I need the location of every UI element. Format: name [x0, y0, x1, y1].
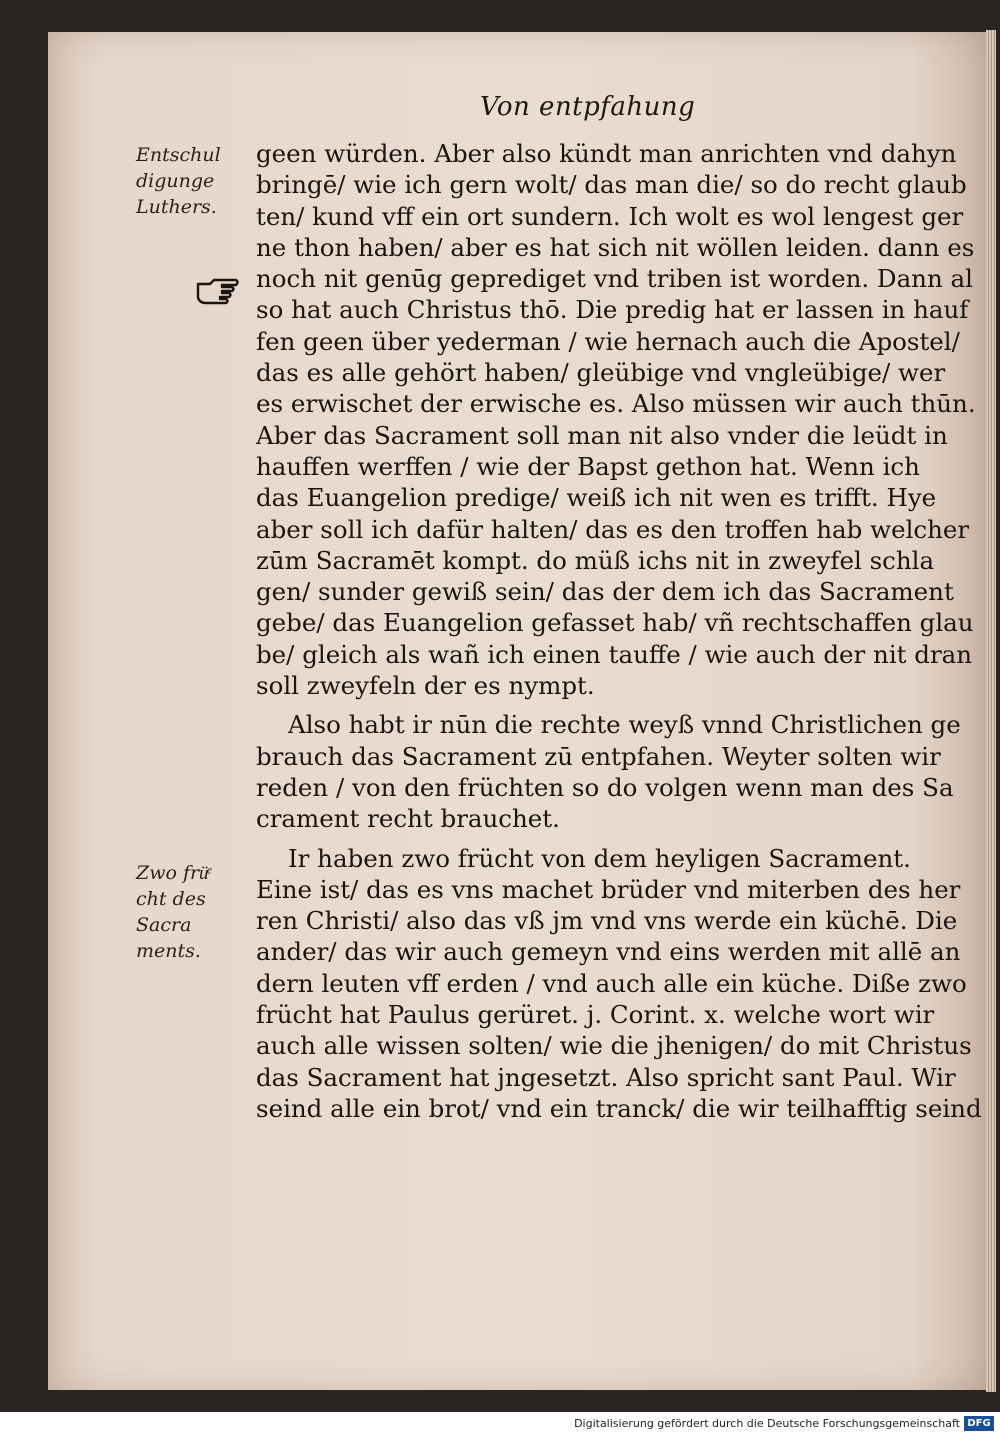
text-line: frücht hat Paulus gerüret. j. Corint. x. welche wort wir — [256, 1000, 935, 1030]
paragraph — [256, 843, 982, 1125]
text-line: aber soll ich dafür halten/ das es den troffen hab welcher — [256, 514, 970, 544]
text-line: fen geen über yederman / wie hernach auch die Apostel/ — [256, 326, 960, 356]
text-line: das Sacrament hat jngesetzt. Also spricht sant Paul. Wir — [256, 1062, 956, 1092]
text-line: ten/ kund vff ein ort sundern. Ich wolt es wol lengest ger — [256, 201, 964, 231]
text-line: Ir haben zwo frücht von dem heyligen Sacrament. — [288, 843, 911, 873]
margin-note-line: cht des — [136, 888, 206, 910]
text-line: dern leuten vff erden / vnd auch alle ein küche. Diße zwo — [256, 968, 967, 998]
margin-note-line: ments. — [136, 940, 201, 962]
margin-note-line: Zwo früͤ — [136, 862, 209, 884]
footer-bar — [0, 1412, 1000, 1436]
text-line: so hat auch Christus thō. Die predig hat er lassen in hauf — [256, 295, 969, 325]
margin-note-two-fruits — [136, 860, 248, 964]
text-line: brauch das Sacrament zū entpfahen. Weyter solten wir — [256, 741, 941, 771]
margin-note-excuse — [136, 142, 248, 220]
pointing-hand-icon — [196, 276, 240, 306]
text-line: crament recht brauchet. — [256, 804, 560, 834]
text-line: Aber das Sacrament soll man nit also vnder die leüdt in — [256, 420, 948, 450]
text-line: reden / von den früchten so do volgen wenn man des Sa — [256, 772, 954, 802]
text-line: Eine ist/ das es vns machet brüder vnd miterben des her — [256, 874, 961, 904]
text-line: bringē/ wie ich gern wolt/ das man die/ so do recht glaub — [256, 170, 967, 200]
paragraph — [256, 709, 961, 834]
text-line: be/ gleich als wañ ich einen tauffe / wie auch der nit dran — [256, 639, 973, 669]
margin-note-line: Luthers. — [136, 196, 217, 218]
margin-note-line: Sacra — [136, 914, 192, 936]
text-line: soll zweyfeln der es nympt. — [256, 671, 595, 701]
body-text — [256, 138, 982, 1124]
digitization-credit: Digitalisierung gefördert durch die Deutsche Forschungsgemeinschaft — [574, 1417, 960, 1430]
text-line: das es alle gehört haben/ gleübige vnd vngleübige/ wer — [256, 358, 946, 388]
margin-note-line: Entschul — [136, 144, 221, 166]
margin-note-line: digunge — [136, 170, 215, 192]
text-line: das Euangelion predige/ weiß ich nit wen es trifft. Hye — [256, 483, 937, 513]
text-line: ne thon haben/ aber es hat sich nit wöllen leiden. dann es — [256, 232, 975, 262]
text-line: ren Christi/ also das vß jm vnd vns werde ein küchē. Die — [256, 906, 958, 936]
text-line: gen/ sunder gewiß sein/ das der dem ich das Sacrament — [256, 577, 954, 607]
text-line: auch alle wissen solten/ wie die jhenigen/ do mit Christus — [256, 1031, 972, 1061]
text-line: seind alle ein brot/ vnd ein tranck/ die wir teilhafftig seind — [256, 1093, 982, 1123]
text-line: geen würden. Aber also kündt man anrichten vnd dahyn — [256, 139, 957, 168]
text-line: zūm Sacramēt kompt. do müß ichs nit in zweyfel schla — [256, 545, 935, 575]
text-line: noch nit genūg geprediget vnd triben ist worden. Dann al — [256, 264, 973, 294]
dfg-logo[interactable]: DFG — [964, 1416, 994, 1431]
paragraph — [256, 138, 976, 701]
text-line: Also habt ir nūn die rechte weyß vnnd Christlichen ge — [288, 710, 961, 740]
running-head: Von entpfahung — [480, 92, 696, 122]
text-line: es erwischet der erwische es. Also müssen wir auch thūn. — [256, 389, 976, 419]
text-line: hauffen werffen / wie der Bapst gethon hat. Wenn ich — [256, 451, 920, 481]
page-edge — [986, 30, 996, 1392]
text-line: gebe/ das Euangelion gefasset hab/ vñ rechtschaffen glau — [256, 608, 974, 638]
text-line: ander/ das wir auch gemeyn vnd eins werden mit allē an — [256, 937, 961, 967]
